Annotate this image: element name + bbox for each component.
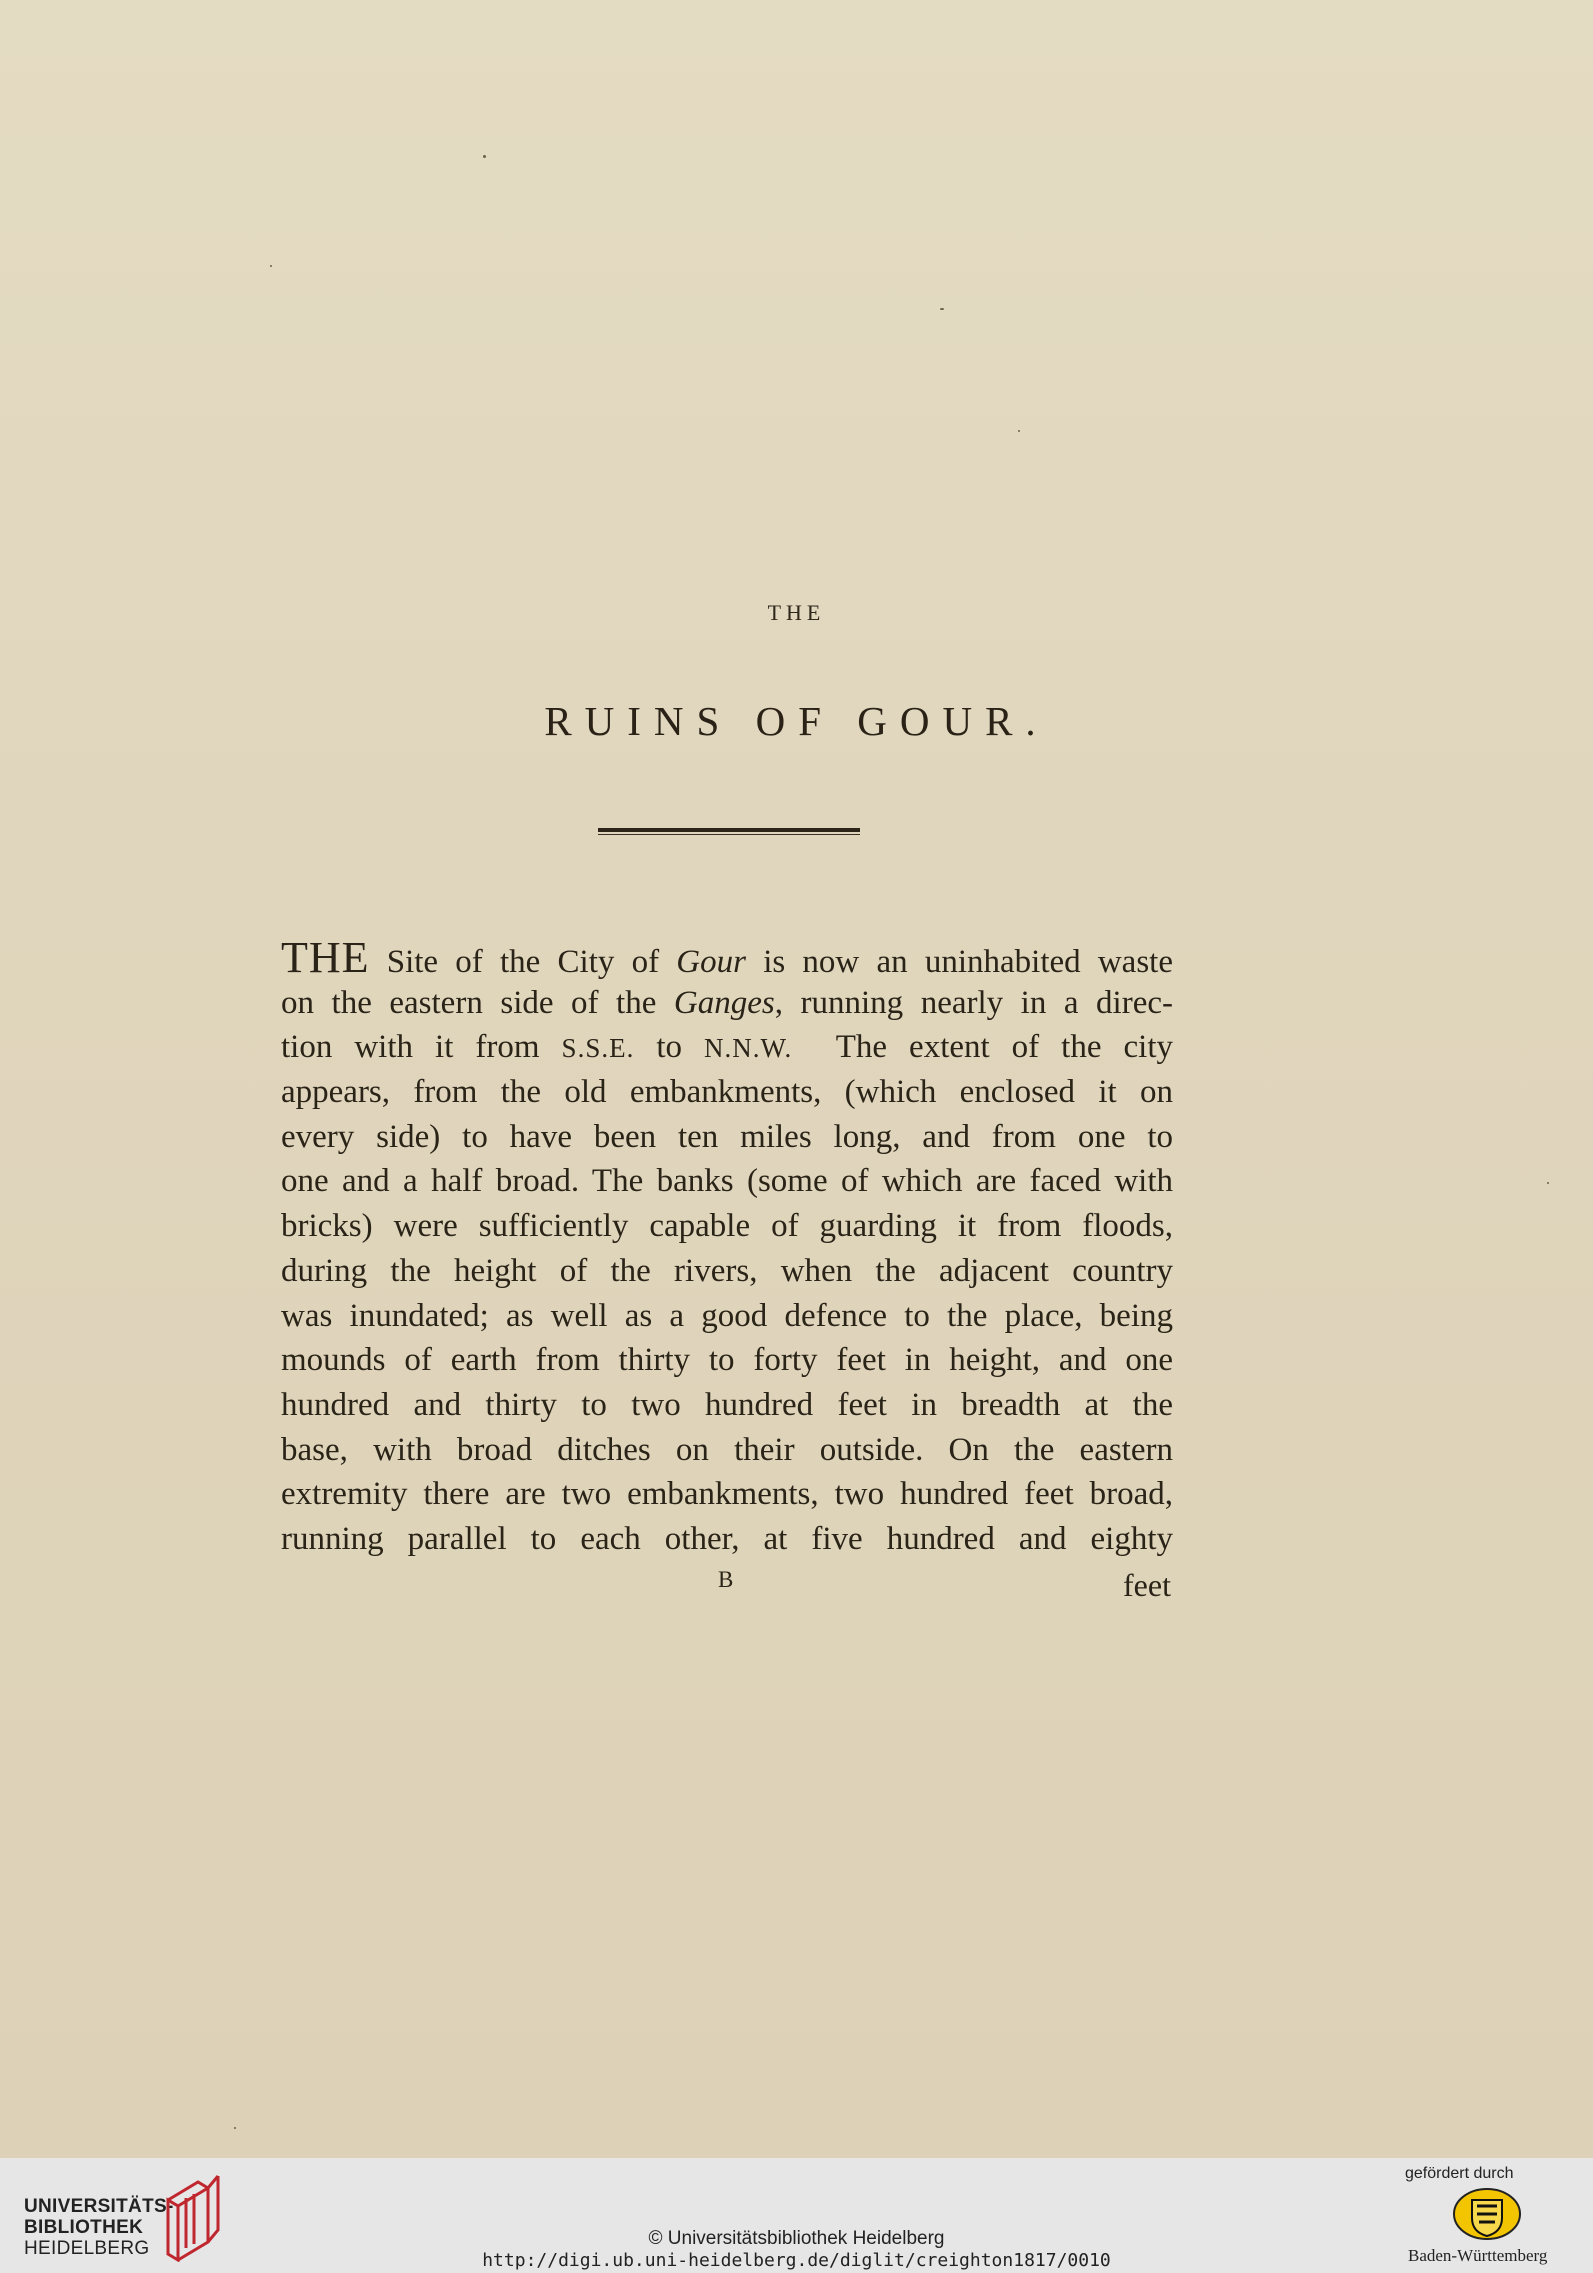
text-line	[281, 933, 1173, 982]
rule-thick	[598, 828, 860, 832]
italic-place-name: Gour	[676, 944, 746, 980]
library-name-line1: UNIVERSITÄTS-	[24, 2196, 174, 2217]
library-name-line2: BIBLIOTHEK	[24, 2217, 144, 2238]
rule-thin	[598, 834, 860, 835]
text-line: during the height of the rivers, when the adjacent country	[281, 1252, 1173, 1289]
paper-speck	[940, 308, 944, 310]
library-name-line3: HEIDELBERG	[24, 2238, 150, 2259]
permalink-url[interactable]: http://digi.ub.uni-heidelberg.de/diglit/creighton1817/0010	[482, 2250, 1111, 2271]
funder-name: Baden-Württemberg	[1408, 2246, 1548, 2265]
funded-by-label: gefördert durch	[1405, 2165, 1514, 2182]
text-line: appears, from the old embankments, (which enclosed it on	[281, 1074, 1173, 1111]
text-line: mounds of earth from thirty to forty feet in height, and one	[281, 1342, 1173, 1379]
text-line: one and a half broad. The banks (some of which are faced with	[281, 1163, 1173, 1200]
text-line	[281, 981, 1173, 1026]
paper-speck	[270, 265, 272, 267]
paper-speck	[1018, 430, 1020, 432]
text-run: is now an uninhabited waste	[745, 944, 1173, 980]
body-paragraph	[281, 933, 1173, 1562]
text-line	[281, 1025, 1173, 1070]
heading-the: THE	[767, 600, 826, 625]
text-line: was inundated; as well as a good defence to the place, being	[281, 1297, 1173, 1334]
text-line: hundred and thirty to two hundred feet in breadth at the	[281, 1386, 1173, 1423]
signature-mark: B	[718, 1567, 734, 1592]
compass-direction: N.N.W.	[704, 1033, 793, 1064]
text-run: on the eastern side of the	[281, 984, 674, 1021]
paper-speck	[483, 155, 486, 158]
text-line: base, with broad ditches on their outside. On the eastern	[281, 1431, 1173, 1468]
title-rule	[598, 828, 860, 837]
italic-place-name: Ganges	[673, 984, 775, 1021]
text-line: every side) to have been ten miles long, and from one to	[281, 1118, 1173, 1155]
text-run: Site of the City of	[369, 944, 677, 980]
text-line: bricks) were sufficiently capable of guarding it from floods,	[281, 1208, 1173, 1245]
text-run: , running nearly in a direc-	[774, 984, 1173, 1021]
drop-word: THE	[281, 933, 370, 982]
paper-speck	[234, 2127, 236, 2129]
text-run: tion with it from	[281, 1029, 562, 1066]
text-line: extremity there are two embankments, two hundred feet broad,	[281, 1476, 1173, 1513]
compass-direction: S.S.E.	[561, 1033, 635, 1064]
text-line: running parallel to each other, at five hundred and eighty	[281, 1520, 1173, 1557]
state-coat-of-arms-icon[interactable]	[1450, 2186, 1524, 2242]
copyright-notice: © Universitätsbibliothek Heidelberg	[648, 2228, 945, 2249]
catchword: feet	[1123, 1567, 1171, 1603]
text-run: The extent of the city	[792, 1029, 1173, 1066]
page-title: RUINS OF GOUR.	[544, 698, 1049, 744]
text-run: to	[634, 1029, 705, 1066]
paper-speck	[1547, 1182, 1549, 1184]
